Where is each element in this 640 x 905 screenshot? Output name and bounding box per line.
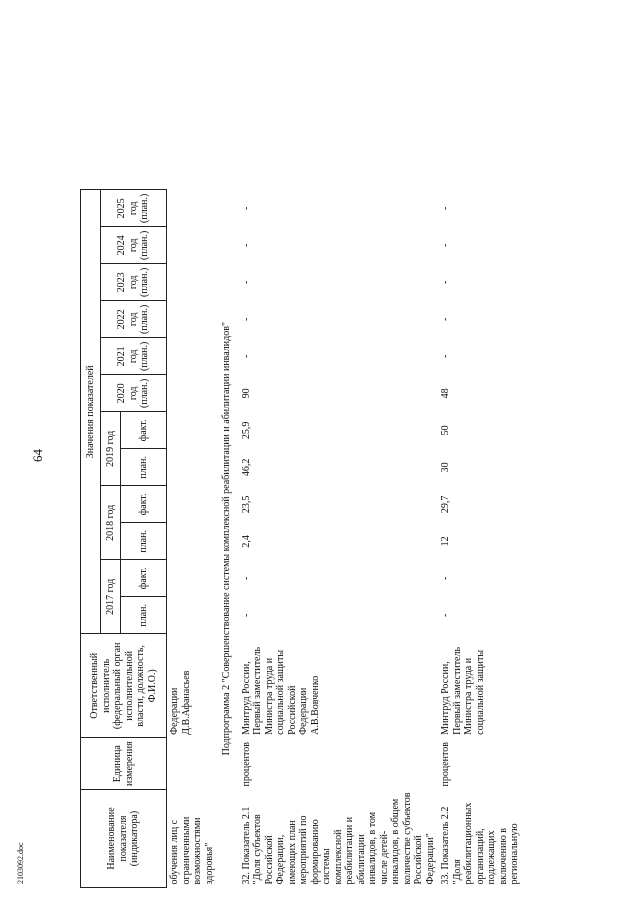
value-2020: 48 — [440, 388, 451, 399]
value-2024: - — [240, 243, 252, 247]
header-year-2018: 2018 год — [101, 486, 121, 560]
responsible-cell: Минтруд России, Первый заместитель Министра труда и социальной защиты Российской Федерации А.В.Вовченко — [240, 646, 321, 735]
header-2017-fact: факт. — [121, 560, 167, 597]
value-2017-plan: - — [440, 613, 451, 617]
indicator-name — [438, 790, 523, 888]
value-2023: - — [440, 280, 451, 284]
indicator-name — [239, 790, 439, 888]
header-2018-fact: факт. — [121, 486, 167, 523]
value-2019-fact: 50 — [440, 425, 451, 436]
table-row — [239, 190, 439, 888]
indicator-text: Показатель 2.1 "Доля субъектов Российской Федерации, имеющих план мероприятий по формированию системы комплексной реабилитации и абилитации инвалидов, в том числе детей-инвалидов, в общем количестве субъектов Российской Федерации" — [240, 792, 436, 885]
value-2018-fact: 23,5 — [240, 495, 252, 514]
value-2022: - — [240, 317, 252, 321]
value-2018-fact: 29,7 — [440, 495, 451, 514]
value-2017-fact: - — [440, 576, 451, 580]
unit-cell: процентов — [240, 742, 252, 787]
indicator-text: Показатель 2.2 "Доля реабилитационных организаций, подлежащих включению в региональную — [440, 802, 520, 885]
header-2021: 2021 год (план.) — [101, 338, 167, 375]
value-2017-plan: - — [240, 613, 252, 617]
header-2024: 2024 год (план.) — [101, 227, 167, 264]
header-2022: 2022 год (план.) — [101, 301, 167, 338]
header-responsible: Ответственный исполнитель (федеральный орган исполнительной власти, должность, Ф.И.О.) — [81, 634, 167, 738]
header-2020: 2020 год (план.) — [101, 375, 167, 412]
value-2022: - — [440, 317, 451, 321]
header-2025: 2025 год (план.) — [101, 190, 167, 227]
header-2023: 2023 год (план.) — [101, 264, 167, 301]
continuation-row — [167, 190, 218, 888]
value-2020: 90 — [240, 388, 252, 399]
value-2023: - — [240, 280, 252, 284]
row-number: 32. — [240, 872, 252, 885]
indicators-table — [80, 189, 523, 888]
header-year-2017: 2017 год — [101, 560, 121, 634]
subprogram-row — [217, 190, 239, 888]
value-2019-fact: 25,9 — [240, 421, 252, 440]
header-unit: Единица измерения — [81, 738, 167, 790]
value-2021: - — [440, 354, 451, 358]
row-number: 33. — [440, 872, 451, 885]
continuation-responsible: Федерации Д.В.Афанасьев — [169, 670, 192, 735]
value-2024: - — [440, 243, 451, 247]
value-2021: - — [240, 354, 252, 358]
value-2018-plan: 12 — [440, 536, 451, 547]
subprogram-title: Подпрограмма 2 "Совершенствование системы комплексной реабилитации и абилитации инвалидов" — [221, 321, 232, 756]
header-name: Наименование показателя (индикатора) — [81, 790, 167, 888]
header-2017-plan: план. — [121, 597, 167, 634]
footer-code: 2103092.doc — [16, 842, 25, 884]
page-number: 64 — [30, 449, 45, 462]
value-2017-fact: - — [240, 576, 252, 580]
unit-cell: процентов — [440, 742, 451, 787]
value-2018-plan: 2,4 — [240, 535, 252, 548]
responsible-cell: Минтруд России, Первый заместитель Министра труда и социальной защиты — [440, 646, 486, 735]
rotated-table-area — [80, 38, 630, 888]
value-2019-plan: 46,2 — [240, 458, 252, 477]
value-2025: - — [240, 206, 252, 210]
value-2019-plan: 30 — [440, 462, 451, 473]
header-2019-fact: факт. — [121, 412, 167, 449]
value-2025: - — [440, 206, 451, 210]
table-row — [438, 190, 523, 888]
continuation-name: обучения лиц с ограниченными возможностями здоровья" — [169, 816, 215, 885]
header-values-group: Значения показателей — [81, 190, 101, 634]
header-2019-plan: план. — [121, 449, 167, 486]
header-year-2019: 2019 год — [101, 412, 121, 486]
header-2018-plan: план. — [121, 523, 167, 560]
